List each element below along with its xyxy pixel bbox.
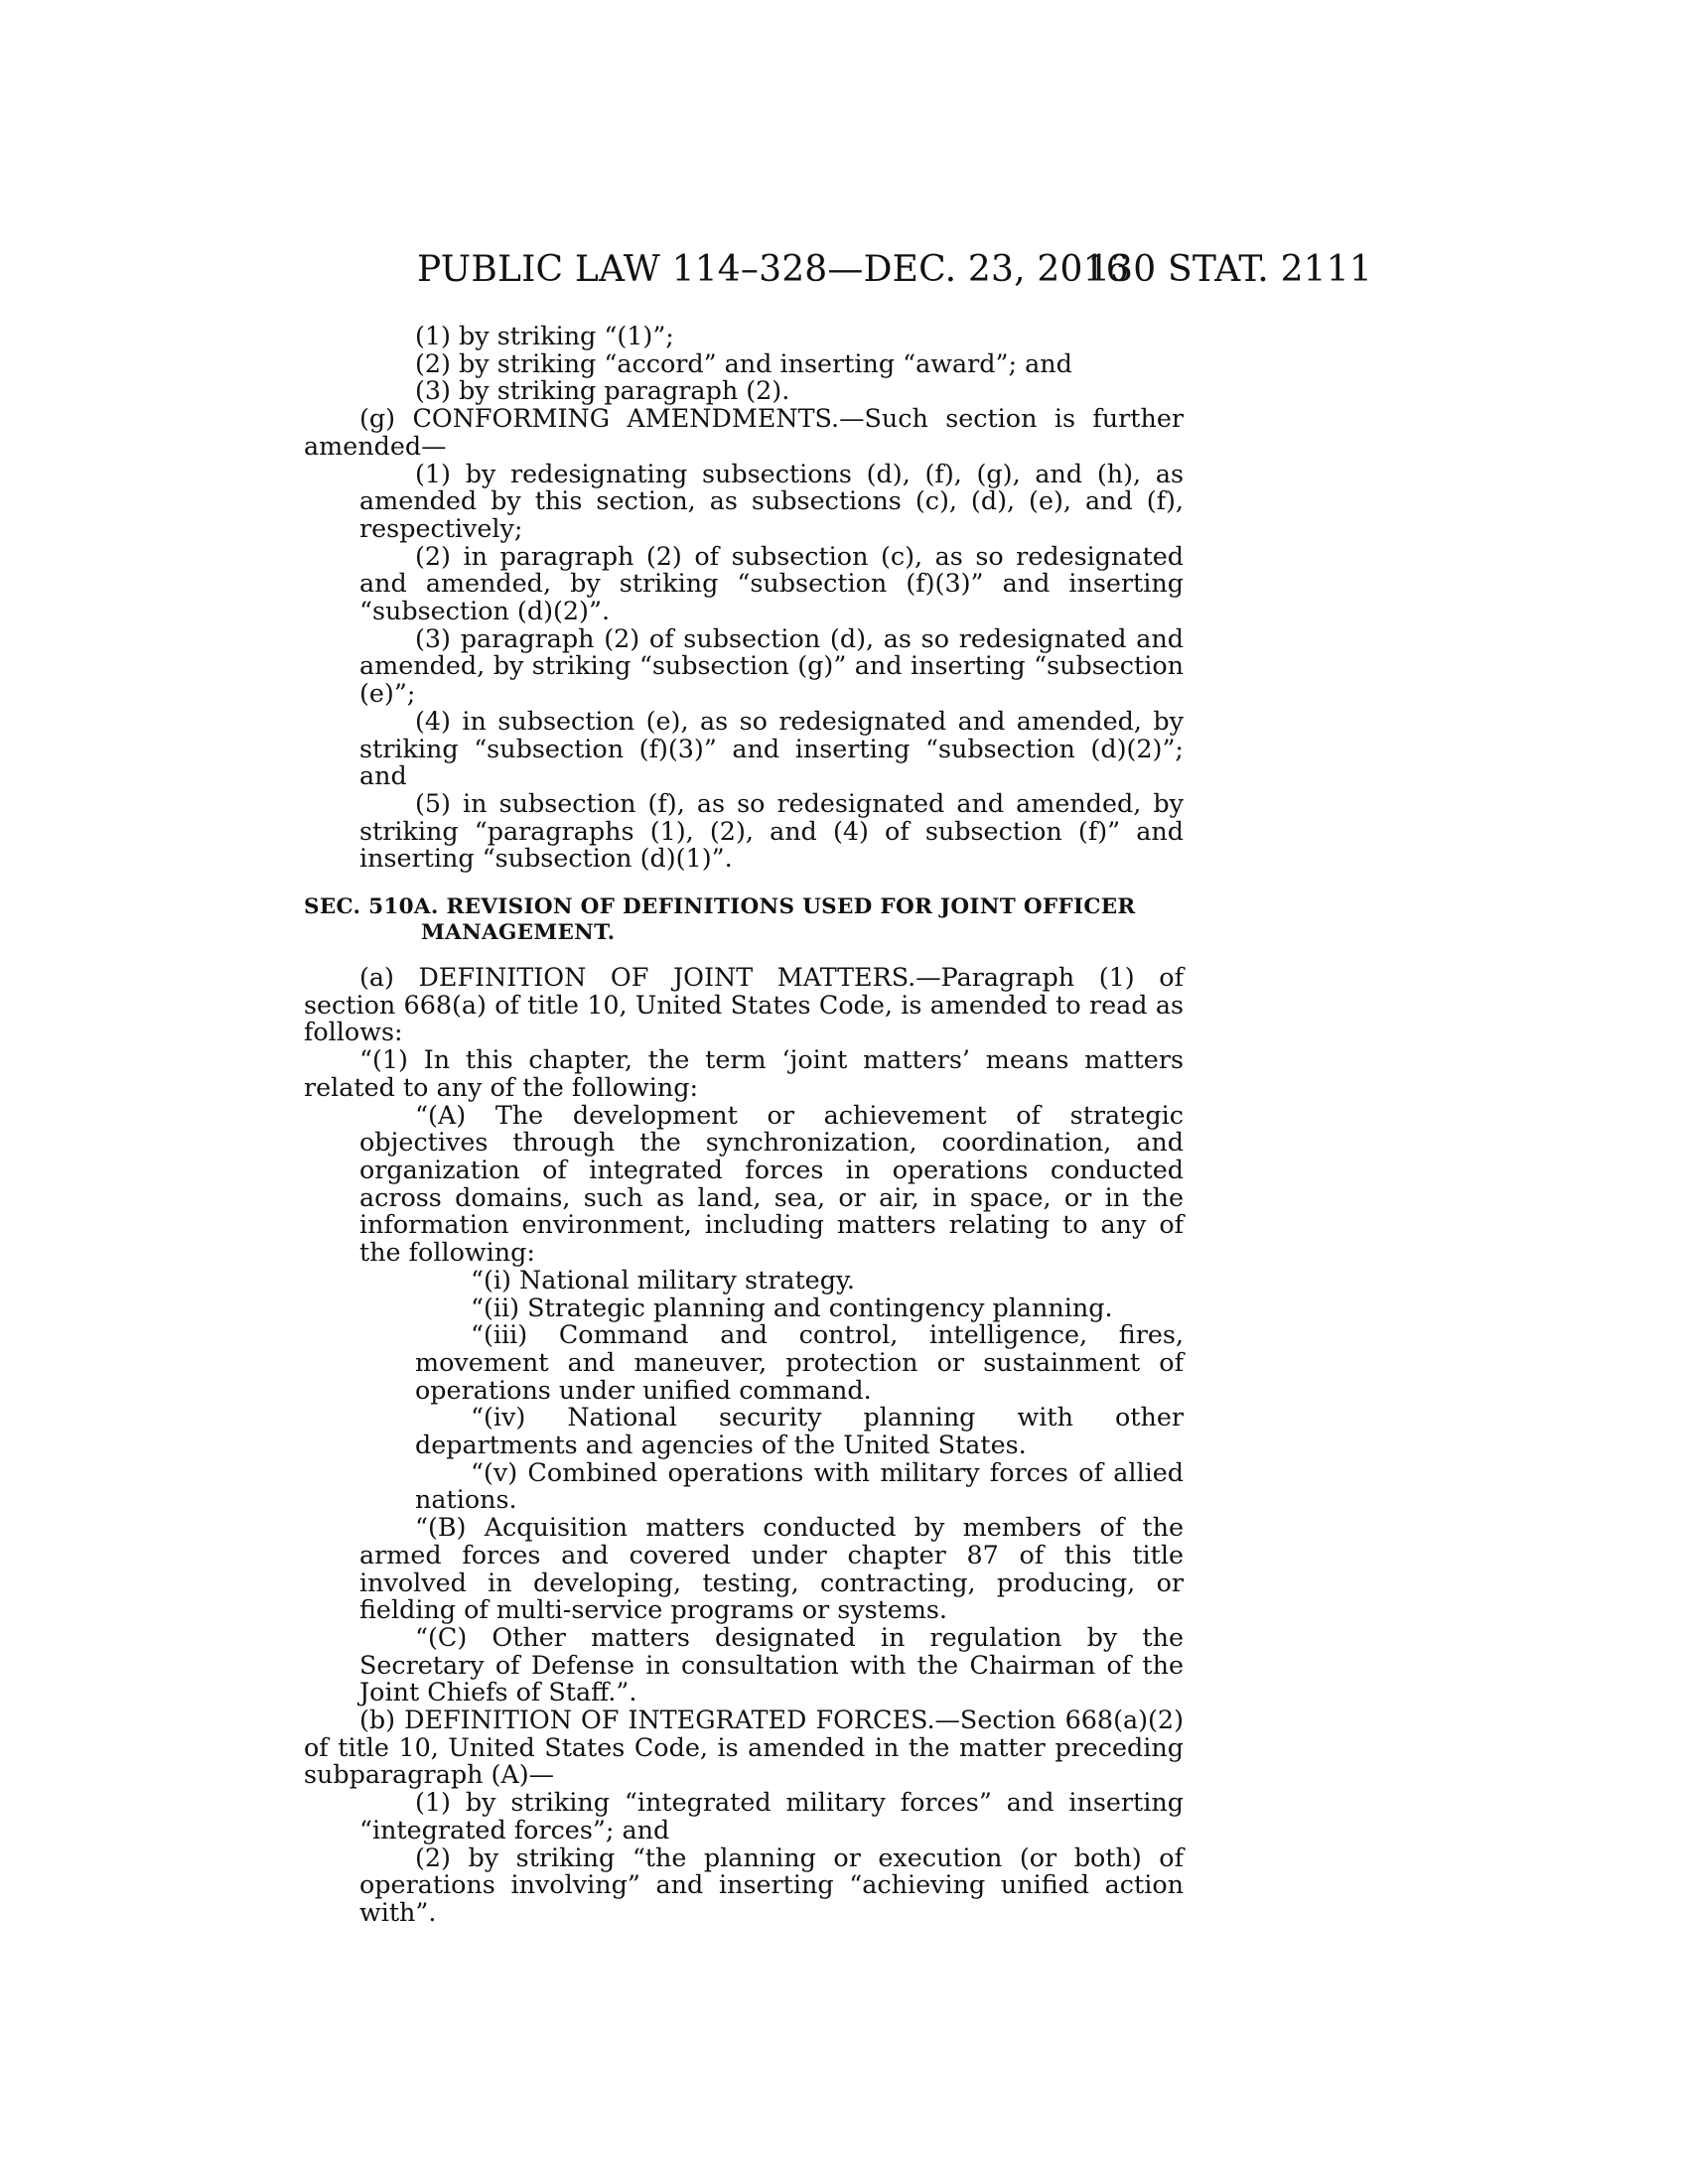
- paragraph: (g) CONFORMING AMENDMENTS.—Such section is further amended—: [304, 403, 1184, 461]
- paragraph: “(C) Other matters designated in regulation by the Secretary of Defense in consultation with the Chairman of the Joint Chiefs of Staff.”.: [359, 1621, 1184, 1707]
- paragraph: (3) paragraph (2) of subsection (d), as so redesignated and amended, by striking “subsection (g)” and inserting “subsection (e)”;: [359, 622, 1184, 709]
- paragraph: (2) in paragraph (2) of subsection (c), as so redesignated and amended, by striking “subsection (f)(3)” and inserting “subsection (d)(2)”.: [359, 540, 1184, 626]
- paragraph: “(iii) Command and control, intelligence, fires, movement and maneuver, protection or sustainment of operations under unified command.: [415, 1319, 1184, 1405]
- header-public-law: PUBLIC LAW 114–328—DEC. 23, 2016: [417, 249, 1129, 290]
- paragraph: (1) by redesignating subsections (d), (f), (g), and (h), as amended by this section, as subsections (c), (d), (e), and (f), respectively;: [359, 458, 1184, 543]
- paragraph: (4) in subsection (e), as so redesignated and amended, by striking “subsection (f)(3)” and inserting “subsection (d)(2)”; and: [359, 705, 1184, 791]
- header-stat-page: 130 STAT. 2111: [1087, 249, 1372, 290]
- paragraph: “(v) Combined operations with military forces of allied nations.: [415, 1456, 1184, 1515]
- paragraph: (1) by striking “integrated military forces” and inserting “integrated forces”; and: [359, 1787, 1184, 1844]
- document-body: [304, 323, 1184, 1927]
- paragraph: “(A) The development or achievement of strategic objectives through the synchronization, coordination, and organization of integrated forces in operations conducted across domains, such as land, sea, or air, in space, or in the information environment, including matters relating to any of the following:: [359, 1099, 1184, 1268]
- paragraph: (b) DEFINITION OF INTEGRATED FORCES.—Section 668(a)(2) of title 10, United States Code, is amended in the matter preceding subparagraph (A)—: [304, 1705, 1184, 1790]
- paragraph: “(iv) National security planning with other departments and agencies of the United States.: [415, 1402, 1184, 1460]
- paragraph: (2) by striking “the planning or execution (or both) of operations involving” and inserting “achieving unified action with”.: [359, 1842, 1184, 1927]
- paragraph: (a) DEFINITION OF JOINT MATTERS.—Paragraph (1) of section 668(a) of title 10, United States Code, is amended to read as follows:: [304, 962, 1184, 1047]
- paragraph: (5) in subsection (f), as so redesignated and amended, by striking “paragraphs (1), (2), and (4) of subsection (f)” and inserting “subsection (d)(1)”.: [359, 787, 1184, 874]
- paragraph: (1) by striking “(1)”;: [415, 321, 674, 350]
- paragraph: “(i) National military strategy.: [471, 1264, 855, 1295]
- paragraph: “(ii) Strategic planning and contingency planning.: [471, 1292, 1113, 1322]
- section-heading-line1: SEC. 510A. REVISION OF DEFINITIONS USED FOR JOINT OFFICER: [304, 894, 1136, 920]
- paragraph: “(1) In this chapter, the term ‘joint matters’ means matters related to any of the following:: [304, 1044, 1184, 1102]
- section-heading-line2: MANAGEMENT.: [421, 920, 616, 946]
- paragraph: (3) by striking paragraph (2).: [415, 375, 790, 406]
- paragraph: “(B) Acquisition matters conducted by members of the armed forces and covered under chapter 87 of this title involved in developing, testing, contracting, producing, or fielding of multi-service programs or systems.: [359, 1512, 1184, 1625]
- paragraph: (2) by striking “accord” and inserting “award”; and: [415, 347, 1072, 378]
- section-heading: [304, 894, 1184, 946]
